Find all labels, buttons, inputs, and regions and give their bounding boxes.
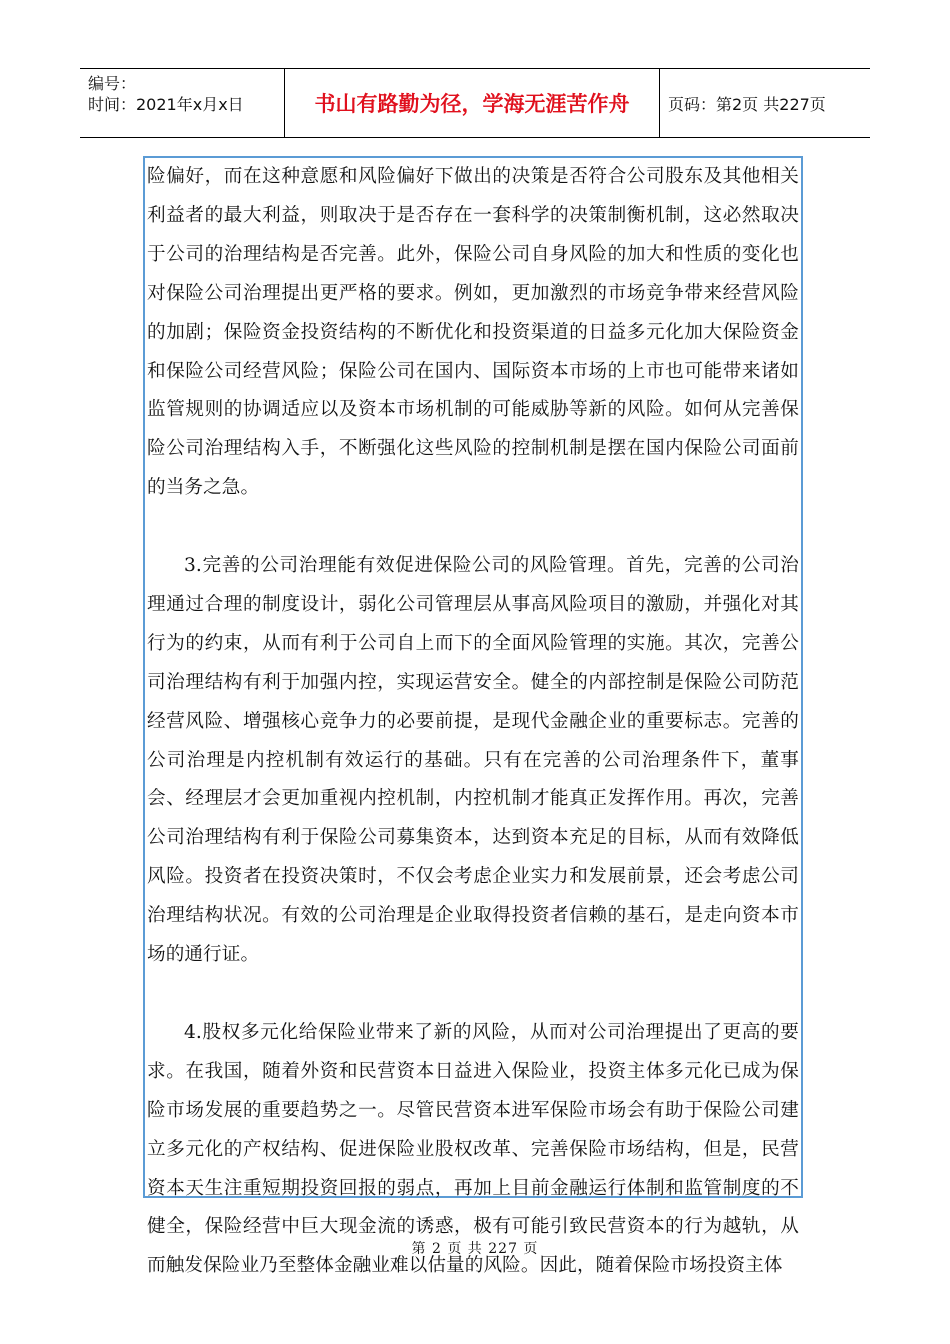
paragraph-3: 4.股权多元化给保险业带来了新的风险，从而对公司治理提出了更高的要求。在我国，随着外资和民营资本日益进入保险业，投资主体多元化已成为保险市场发展的重要趋势之一。尽管民营资本进军保险市场会有助于保险公司建立多元化的产权结构、促进保险业股权改革、完善保险市场结构，但是，民营资本天生注重短期投资回报的弱点，再加上目前金融运行体制和监管制度的不健全，保险经营中巨大现金流的诱惑，极有可能引致民营资本的行为越轨，从而触发保险业乃至整体金融业难以估量的风险。因此，随着保险市场投资主体 <box>147 1021 799 1277</box>
paragraph-2: 3.完善的公司治理能有效促进保险公司的风险管理。首先，完善的公司治理通过合理的制度设计，弱化公司管理层从事高风险项目的激励，并强化对其行为的约束，从而有利于公司自上而下的全面风险管理的实施。其次，完善公司治理结构有利于加强内控，实现运营安全。健全的内部控制是保险公司防范经营风险、增强核心竞争力的必要前提，是现代金融企业的重要标志。完善的公司治理是内控机制有效运行的基础。只有在完善的公司治理条件下，董事会、经理层才会更加重视内控机制，内控机制才能真正发挥作用。再次，完善公司治理结构有利于保险公司募集资本，达到资本充足的目标，从而有效降低风险。投资者在投资决策时，不仅会考虑企业实力和发展前景，还会考虑公司治理结构状况。有效的公司治理是企业取得投资者信赖的基石，是走向资本市场的通行证。 <box>147 555 799 966</box>
header-motto: 书山有路勤为径，学海无涯苦作舟 <box>284 69 660 137</box>
header-meta <box>80 69 284 137</box>
page-footer: 第 2 页 共 227 页 <box>411 1241 539 1257</box>
page-header <box>80 68 870 138</box>
doc-number-label: 编号： <box>88 74 137 93</box>
paragraph-1: 险偏好，而在这种意愿和风险偏好下做出的决策是否符合公司股东及其他相关利益者的最大利益，则取决于是否存在一套科学的决策制衡机制，这必然取决于公司的治理结构是否完善。此外，保险公司自身风险的加大和性质的变化也对保险公司治理提出更严格的要求。例如，更加激烈的市场竞争带来经营风险的加剧；保险资金投资结构的不断优化和投资渠道的日益多元化加大保险资金和保险公司经营风险；保险公司在国内、国际资本市场的上市也可能带来诸如监管规则的协调适应以及资本市场机制的可能威胁等新的风险。如何从完善保险公司治理结构入手，不断强化这些风险的控制机制是摆在国内保险公司面前的当务之急。 <box>147 166 799 499</box>
header-page-code: 页码：第2页 共227页 <box>668 94 826 114</box>
doc-date-label: 时间：2021年x月x日 <box>88 95 244 114</box>
